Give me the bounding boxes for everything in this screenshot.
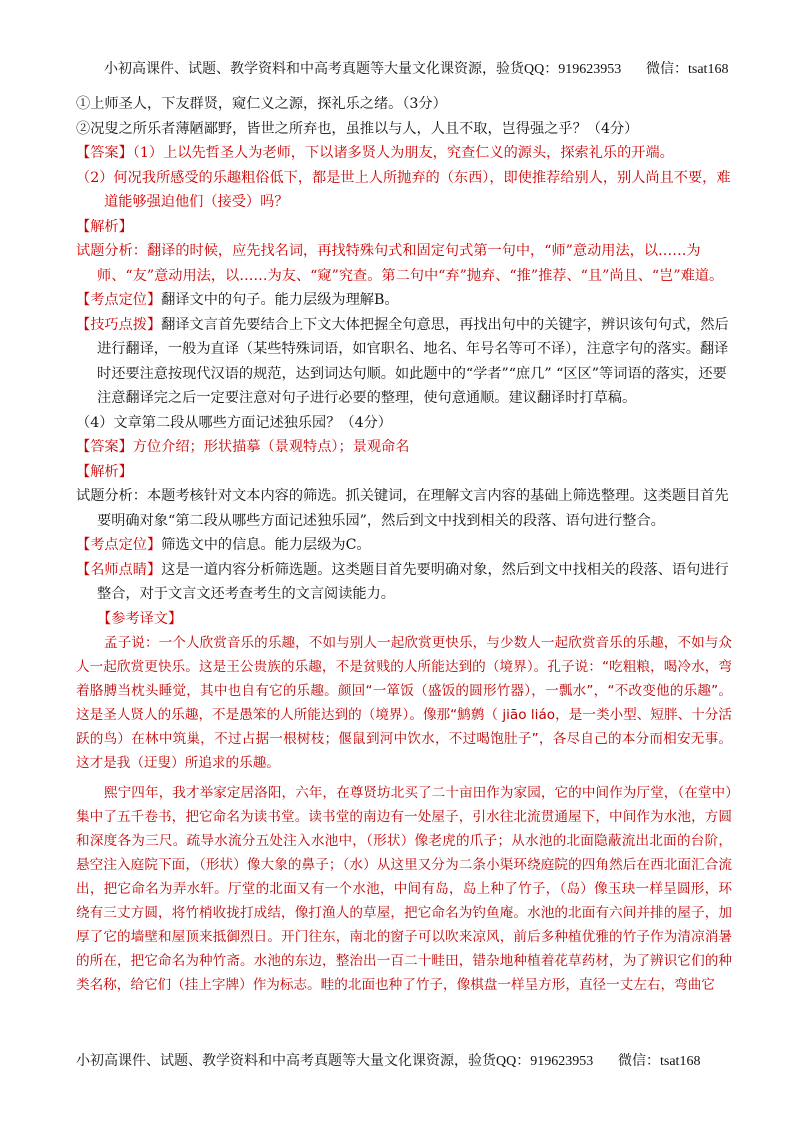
answer-tag: 【答案】: [76, 145, 133, 161]
analysis-tag-1: 【解析】: [76, 218, 133, 235]
point-tag-4: 【考点定位】: [76, 537, 162, 553]
point-tag: 【考点定位】: [76, 292, 162, 308]
answer-text-2: （2）何况我所感受的乐趣粗俗低下，都是世上人所抛弃的（东西），即使推荐给别人，别人尚且不要，难道能够强迫他们（接受）吗？: [76, 169, 731, 210]
tip-tag-4: 【名师点睛】: [76, 561, 162, 578]
tip-text-4: 这是一道内容分析筛选题。这类题目首先要明确对象，然后到文中找相关的段落、语句进行整合，对于文言文还考查考生的文言阅读能力。: [97, 561, 729, 602]
answer-tag-4: 【答案】: [76, 439, 133, 455]
footer-resource-text: 小初高课件、试题、教学资料和中高考真题等大量文化课资源，验货QQ：919623953: [76, 1054, 594, 1069]
analysis-text-1: 试题分析：翻译的时候，应先找名词，再找特殊句式和固定句式第一句中，“师”意动用法，以……为师、“友”意动用法，以……为友、“窥”究查。第二句中“弃”抛弃、“推”推荐、“且”尚且、“岂”难道。: [76, 243, 724, 284]
answer-text-4: 方位介绍；形状描摹（景观特点）；景观命名: [132, 439, 410, 455]
reference-paragraph-1: 孟子说：一个人欣赏音乐的乐趣，不如与别人一起欣赏更快乐，与少数人一起欣赏音乐的乐趣，不如与众人一起欣赏更快乐。这是王公贵族的乐趣，不是贫贱的人所能达到的（境界）。孔子说：“吃粗粮，喝冷水，弯着胳膊当枕头睡觉，其中也自有它的乐趣。颜回“一箪饭（盛饭的圆形竹器），一瓢水”，“不改变他的乐趣”。这是圣人贤人的乐趣，不是愚笨的人所能达到的（境界）。像那“鹪鹩（ jiāo liáo，是一类小型、短胖、十分活跃的鸟）在林中筑巢，不过占据一根树枝；偃鼠到河中饮水，不过喝饱肚子”，各尽自己的本分而相安无事。这才是我（迂叟）所追求的乐趣。: [76, 635, 732, 771]
header-wechat-text: 微信：tsat168: [646, 62, 729, 77]
tip-tag: 【技巧点拨】: [76, 316, 162, 333]
question-sentence-2: ②况叟之所乐者薄陋鄙野，皆世之所弃也，虽推以与人，人且不取，岂得强之乎？（4分）: [76, 120, 639, 137]
point-block-4: [76, 533, 732, 558]
analysis-tag-4: 【解析】: [76, 463, 133, 480]
point-block-1: [76, 288, 732, 313]
answer-text-1: （1）上以先哲圣人为老师，下以诸多贤人为朋友，究查仁义的源头，探索礼乐的开端。: [132, 145, 674, 161]
point-text-4: 筛选文中的信息。能力层级为C。: [161, 537, 371, 553]
answer-block-1: [76, 141, 732, 166]
header-resource-text: 小初高课件、试题、教学资料和中高考真题等大量文化课资源，验货QQ：919623953: [104, 62, 622, 77]
document-body: [76, 92, 732, 997]
footer-wechat-text: 微信：tsat168: [618, 1054, 701, 1069]
question-4: （4）文章第二段从哪些方面记述独乐园？（4分）: [76, 414, 392, 431]
analysis-text-4: 试题分析：本题考核针对文本内容的筛选。抓关键词，在理解文言内容的基础上筛选整理。这类题目首先要明确对象“第二段从哪些方面记述独乐园”，然后到文中找到相关的段落、语句进行整合。: [76, 488, 729, 529]
answer-block-4: [76, 435, 732, 460]
tip-block-1: [76, 313, 732, 411]
tip-text-1: 翻译文言首先要结合上下文大体把握全句意思，再找出句中的关键字，辨识该句句式，然后进行翻译，一般为直译（某些特殊词语，如官职名、地名、年号名等可不译），注意字句的落实。翻译时还要注意按现代汉语的规范，达到词达句顺。如此题中的“学者”“庶几” “区区”等词语的落实，还要注意翻译完之后一定要注意对句子进行必要的整理，使句意通顺。建议翻译时打草稿。: [97, 316, 729, 406]
reference-paragraph-2: 熙宁四年，我才举家定居洛阳，六年，在尊贤坊北买了二十亩田作为家园，它的中间作为厅堂，（在堂中）集中了五千卷书，把它命名为读书堂。读书堂的南边有一处屋子，引水往北流贯通屋下，中间作为水池，方圆和深度各为三尺。疏导水流分五处注入水池中，（形状）像老虎的爪子；从水池的北面隐蔽流出北面的台阶，悬空注入庭院下面，（形状）像大象的鼻子；（水）从这里又分为二条小渠环绕庭院的四角然后在西北面汇合流出，把它命名为弄水轩。厅堂的北面又有一个水池，中间有岛，岛上种了竹子，（岛）像玉玦一样呈圆形，环绕有三丈方圆，将竹梢收拢打成结，像打渔人的草屋，把它命名为钓鱼庵。水池的北面有六间并排的屋子，加厚了它的墙壁和屋顶来抵御烈日。开门往东，南北的窗子可以吹来凉风，前后多种植优雅的竹子作为清凉消暑的所在，把它命名为种竹斋。水池的东边，整治出一百二十畦田，错杂地种植着花草药材，为了辨识它们的种类名称，给它们（挂上字牌）作为标志。畦的北面也种了竹子，像棋盘一样呈方形，直径一丈左右，弯曲它: [76, 785, 732, 993]
reference-tag: 【参考译文】: [97, 610, 183, 627]
point-text-1: 翻译文中的句子。能力层级为理解B。: [161, 292, 399, 308]
question-sentence-1: ①上师圣人，下友群贤，窥仁义之源，探礼乐之绪。（3分）: [76, 96, 447, 112]
tip-block-4: [76, 558, 732, 607]
